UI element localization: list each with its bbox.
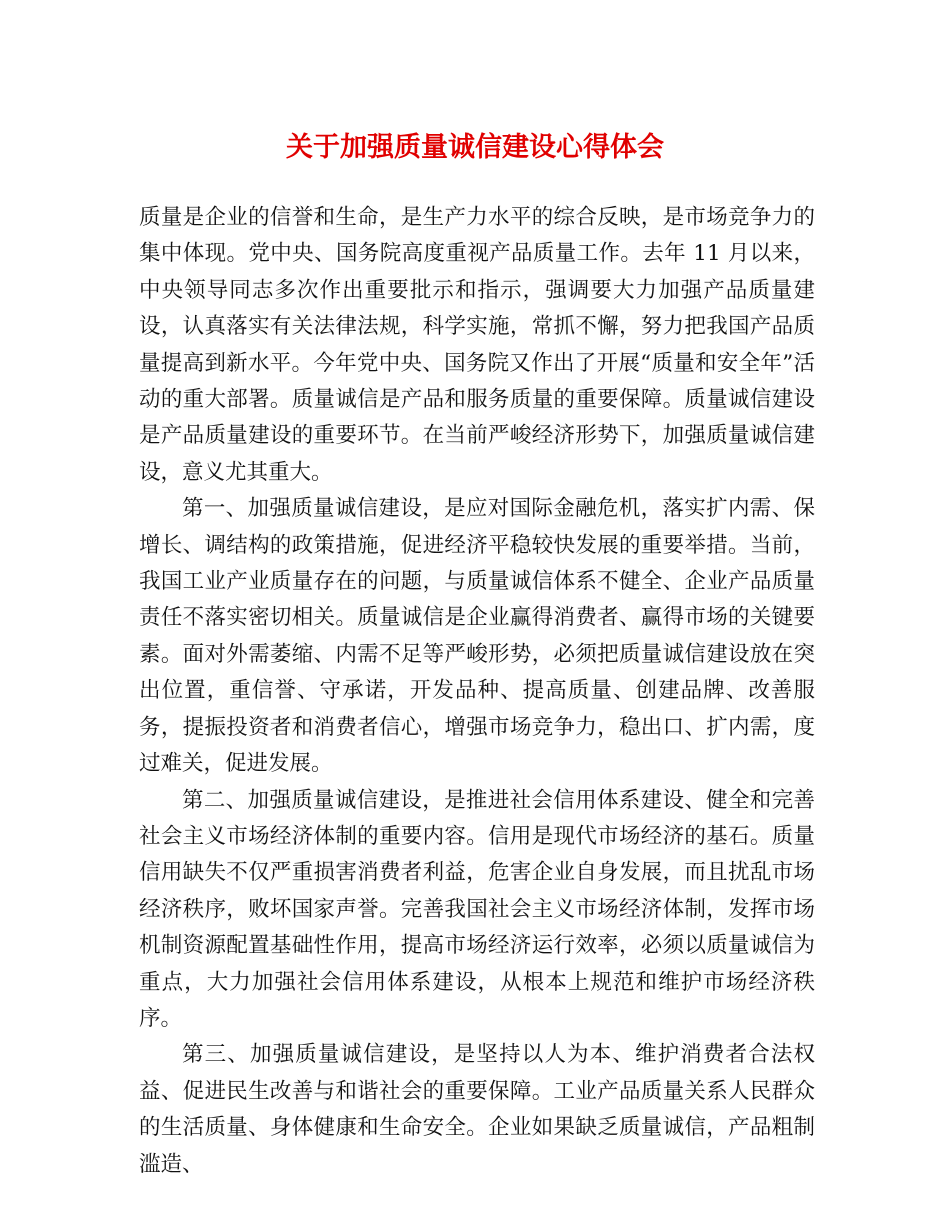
paragraph-second-point: 第二、加强质量诚信建设，是推进社会信用体系建设、健全和完善社会主义市场经济体制的重要内容。信用是现代市场经济的基石。质量信用缺失不仅严重损害消费者利益，危害企业自身发展，而且扰乱市场经济秩序，败坏国家声誉。完善我国社会主义市场经济体制，发挥市场机制资源配置基础性作用，提高市场经济运行效率，必须以质量诚信为重点，大力加强社会信用体系建设，从根本上规范和维护市场经济秩序。	[139, 787, 815, 1031]
paragraph-intro: 质量是企业的信誉和生命，是生产力水平的综合反映，是市场竞争力的集中体现。党中央、国务院高度重视产品质量工作。去年 11 月以来，中央领导同志多次作出重要批示和指示，强调要大力加强产品质量建设，认真落实有关法律法规，科学实施，常抓不懈，努力把我国产品质量提高到新水平。今年党中央、国务院又作出了开展“质量和安全年”活动的重大部署。质量诚信是产品和服务质量的重要保障。质量诚信建设是产品质量建设的重要环节。在当前严峻经济形势下，加强质量诚信建设，意义尤其重大。	[139, 205, 815, 485]
paragraph-first-point: 第一、加强质量诚信建设，是应对国际金融危机，落实扩内需、保增长、调结构的政策措施，促进经济平稳较快发展的重要举措。当前，我国工业产业质量存在的问题，与质量诚信体系不健全、企业产品质量责任不落实密切相关。质量诚信是企业赢得消费者、赢得市场的关键要素。面对外需萎缩、内需不足等严峻形势，必须把质量诚信建设放在突出位置，重信誉、守承诺，开发品种、提高质量、创建品牌、改善服务，提振投资者和消费者信心，增强市场竞争力，稳出口、扩内需，度过难关，促进发展。	[139, 496, 815, 777]
paragraph-third-point: 第三、加强质量诚信建设，是坚持以人为本、维护消费者合法权益、促进民生改善与和谐社会的重要保障。工业产品质量关系人民群众的生活质量、身体健康和生命安全。企业如果缺乏质量诚信，产品粗制滥造、	[139, 1042, 815, 1177]
document-body	[139, 200, 815, 1183]
document-title: 关于加强质量诚信建设心得体会	[286, 132, 664, 163]
